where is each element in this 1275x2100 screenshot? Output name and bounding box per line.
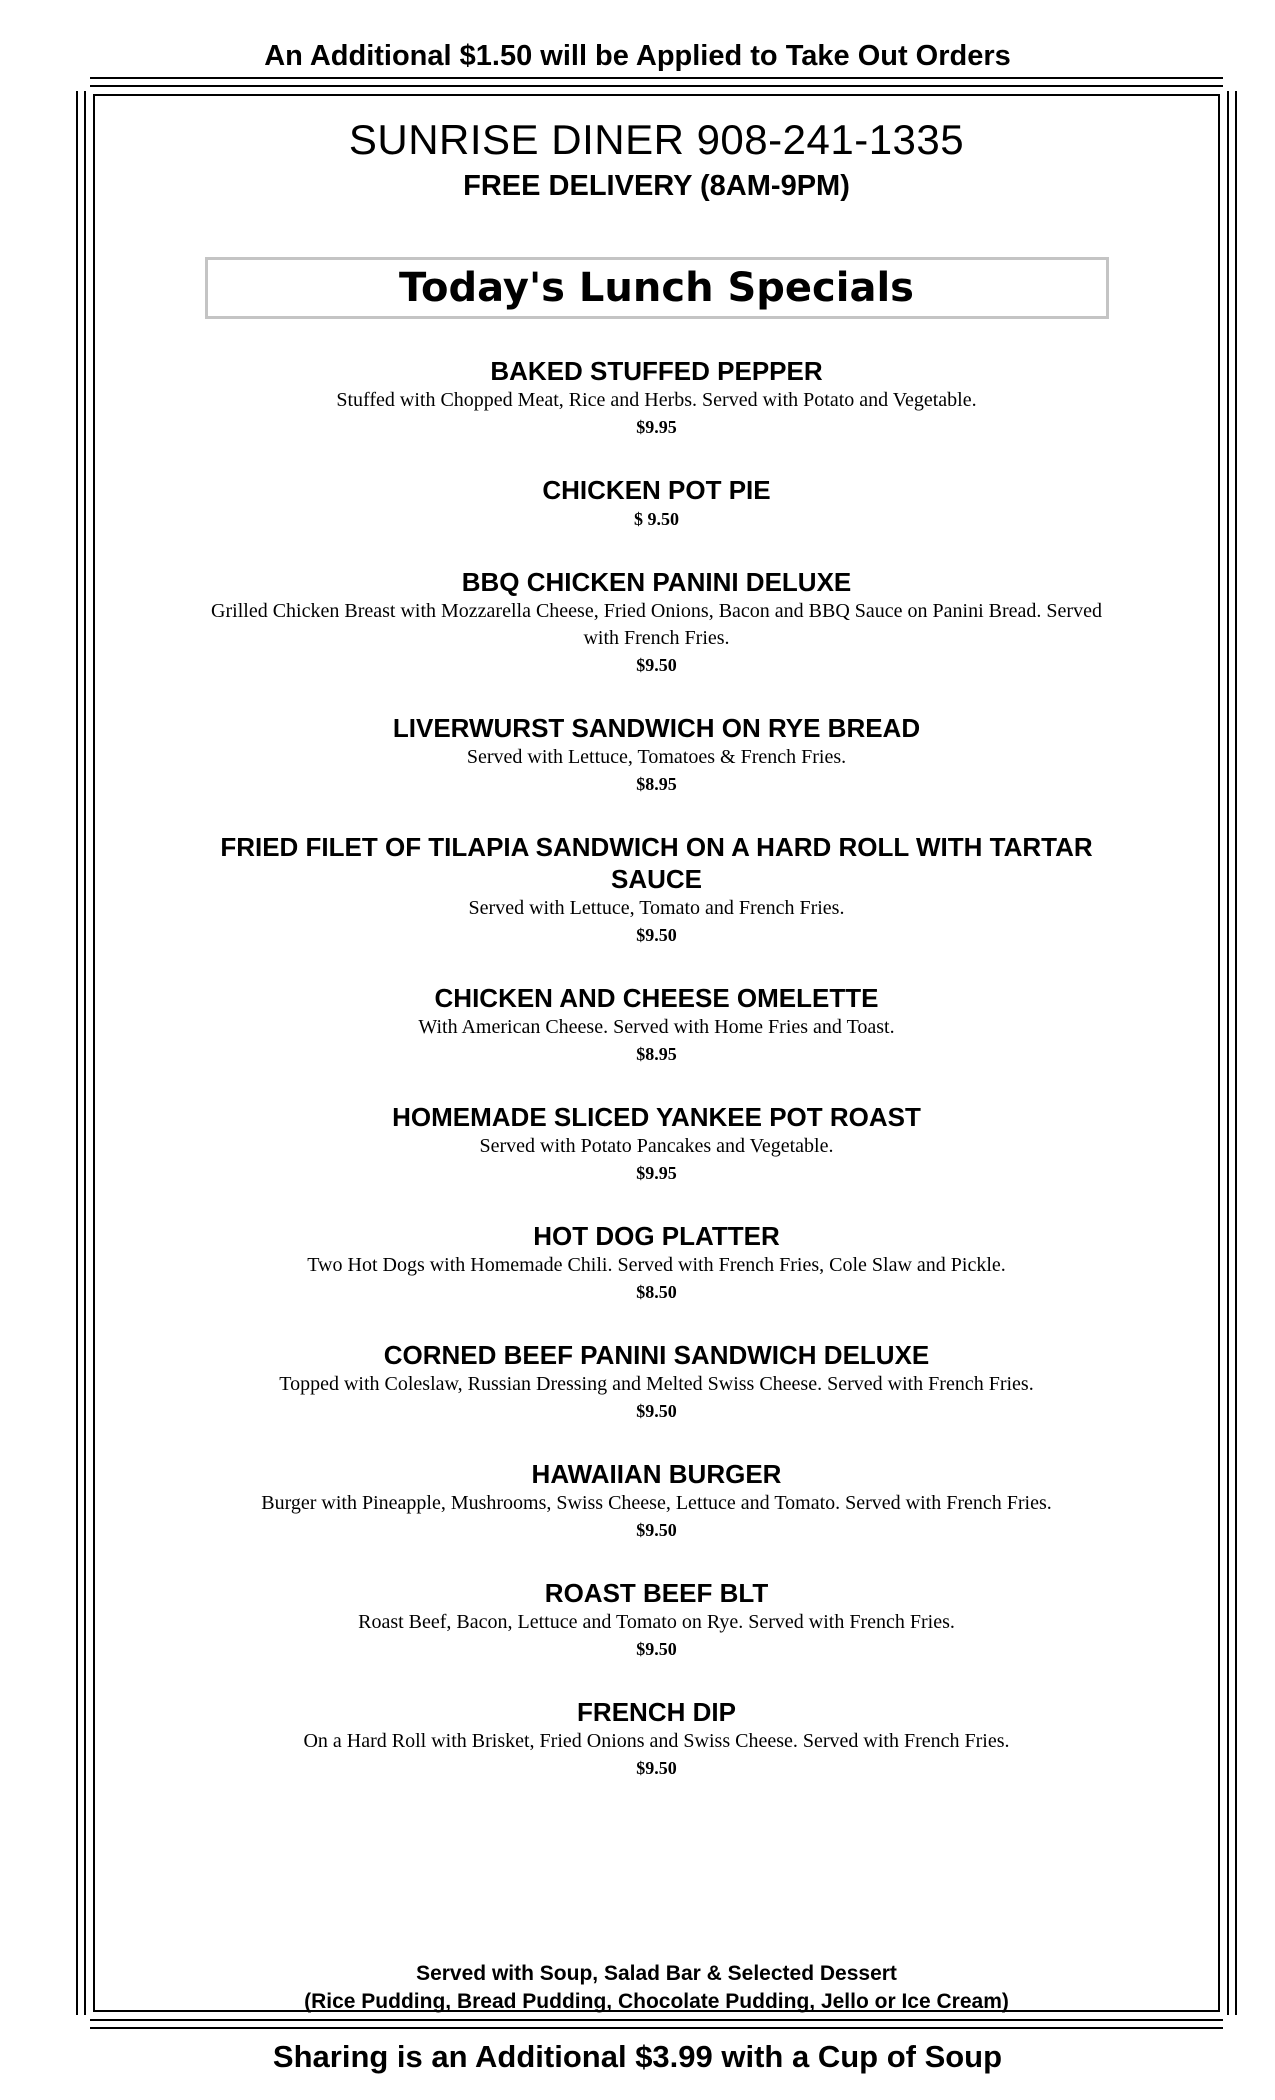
- menu-item-description: Burger with Pineapple, Mushrooms, Swiss Cheese, Lettuce and Tomato. Served with French Fries.: [261, 1492, 1052, 1514]
- menu-item-price: $9.95: [636, 1163, 677, 1183]
- menu-item-description: Roast Beef, Bacon, Lettuce and Tomato on Rye. Served with French Fries.: [358, 1611, 955, 1633]
- menu-item-name: CORNED BEEF PANINI SANDWICH DELUXE: [383, 1340, 930, 1370]
- menu-item: [207, 474, 1107, 532]
- frame-corner-notch: [1223, 77, 1237, 91]
- menu-item: [207, 712, 1107, 797]
- menu-item-name: CHICKEN POT PIE: [542, 475, 771, 505]
- menu-item-description: Served with Potato Pancakes and Vegetable.: [479, 1135, 834, 1157]
- menu-item-description: Two Hot Dogs with Homemade Chili. Served with French Fries, Cole Slaw and Pickle.: [307, 1254, 1006, 1276]
- menu-item-description: Grilled Chicken Breast with Mozzarella Cheese, Fried Onions, Bacon and BBQ Sauce on Panini Bread. Served with French Fries.: [211, 600, 1102, 649]
- menu-item: [207, 355, 1107, 440]
- menu-item-name: HAWAIIAN BURGER: [531, 1459, 782, 1489]
- menu-item-price: $9.50: [636, 1639, 677, 1659]
- menu-item-price: $9.50: [636, 1401, 677, 1421]
- served-with-text: Served with Soup, Salad Bar & Selected Dessert: [416, 1962, 897, 1985]
- frame-corner-notch: [76, 2015, 90, 2029]
- sharing-notice: Sharing is an Additional $3.99 with a Cup of Soup: [272, 2039, 1003, 2074]
- menu-item: [207, 1220, 1107, 1305]
- menu-item-name: ROAST BEEF BLT: [544, 1578, 769, 1608]
- menu-item-price: $9.50: [636, 655, 677, 675]
- menu-item-price: $9.95: [636, 417, 677, 437]
- menu-item-description: Served with Lettuce, Tomatoes & French Fries.: [466, 746, 847, 768]
- menu-item-name: CHICKEN AND CHEESE OMELETTE: [434, 983, 879, 1013]
- menu-item: [207, 831, 1107, 948]
- menu-item: [207, 1101, 1107, 1186]
- takeout-notice: An Additional $1.50 will be Applied to Take Out Orders: [264, 40, 1011, 72]
- menu-content: [95, 96, 1218, 1815]
- menu-item-name: HOMEMADE SLICED YANKEE POT ROAST: [392, 1102, 921, 1132]
- frame-corner-notch: [1223, 2015, 1237, 2029]
- specials-heading: Today's Lunch Specials: [399, 265, 914, 311]
- specials-heading-box: [205, 257, 1109, 319]
- menu-item-description: Served with Lettuce, Tomato and French Fries.: [468, 897, 845, 919]
- menu-item-name: BAKED STUFFED PEPPER: [490, 356, 823, 386]
- frame-corner-notch: [76, 77, 90, 91]
- menu-item: [207, 1577, 1107, 1662]
- menu-item-price: $9.50: [636, 925, 677, 945]
- menu-item-price: $ 9.50: [634, 509, 679, 529]
- served-with-note: [95, 1960, 1218, 2016]
- menu-item: [207, 1339, 1107, 1424]
- menu-item-description: Stuffed with Chopped Meat, Rice and Herbs. Served with Potato and Vegetable.: [336, 389, 977, 411]
- menu-item: [207, 1696, 1107, 1781]
- menu-item-price: $8.50: [636, 1282, 677, 1302]
- menu-item-name: LIVERWURST SANDWICH ON RYE BREAD: [392, 713, 921, 743]
- menu-item-name: HOT DOG PLATTER: [533, 1221, 780, 1251]
- menu-item: [207, 1458, 1107, 1543]
- menu-item-price: $8.95: [636, 1044, 677, 1064]
- menu-item-price: $9.50: [636, 1758, 677, 1778]
- menu-item-description: With American Cheese. Served with Home Fries and Toast.: [418, 1016, 895, 1038]
- menu-item-description: On a Hard Roll with Brisket, Fried Onions and Swiss Cheese. Served with French Fries.: [303, 1730, 1010, 1752]
- menu-item: [207, 566, 1107, 678]
- dessert-options-text: (Rice Pudding, Bread Pudding, Chocolate Pudding, Jello or Ice Cream): [304, 1990, 1009, 2013]
- menu-item-name: BBQ CHICKEN PANINI DELUXE: [461, 567, 852, 597]
- menu-item-name: FRENCH DIP: [577, 1697, 736, 1727]
- menu-item-name: FRIED FILET OF TILAPIA SANDWICH ON A HARD ROLL WITH TARTAR SAUCE: [220, 832, 1093, 894]
- menu-item-description: Topped with Coleslaw, Russian Dressing and Melted Swiss Cheese. Served with French Fries.: [279, 1373, 1034, 1395]
- menu-item: [207, 982, 1107, 1067]
- delivery-info: FREE DELIVERY (8AM-9PM): [463, 170, 850, 202]
- diner-title: SUNRISE DINER 908-241-1335: [348, 116, 965, 163]
- menu-item-price: $9.50: [636, 1520, 677, 1540]
- menu-list: [95, 355, 1218, 1781]
- menu-item-price: $8.95: [636, 774, 677, 794]
